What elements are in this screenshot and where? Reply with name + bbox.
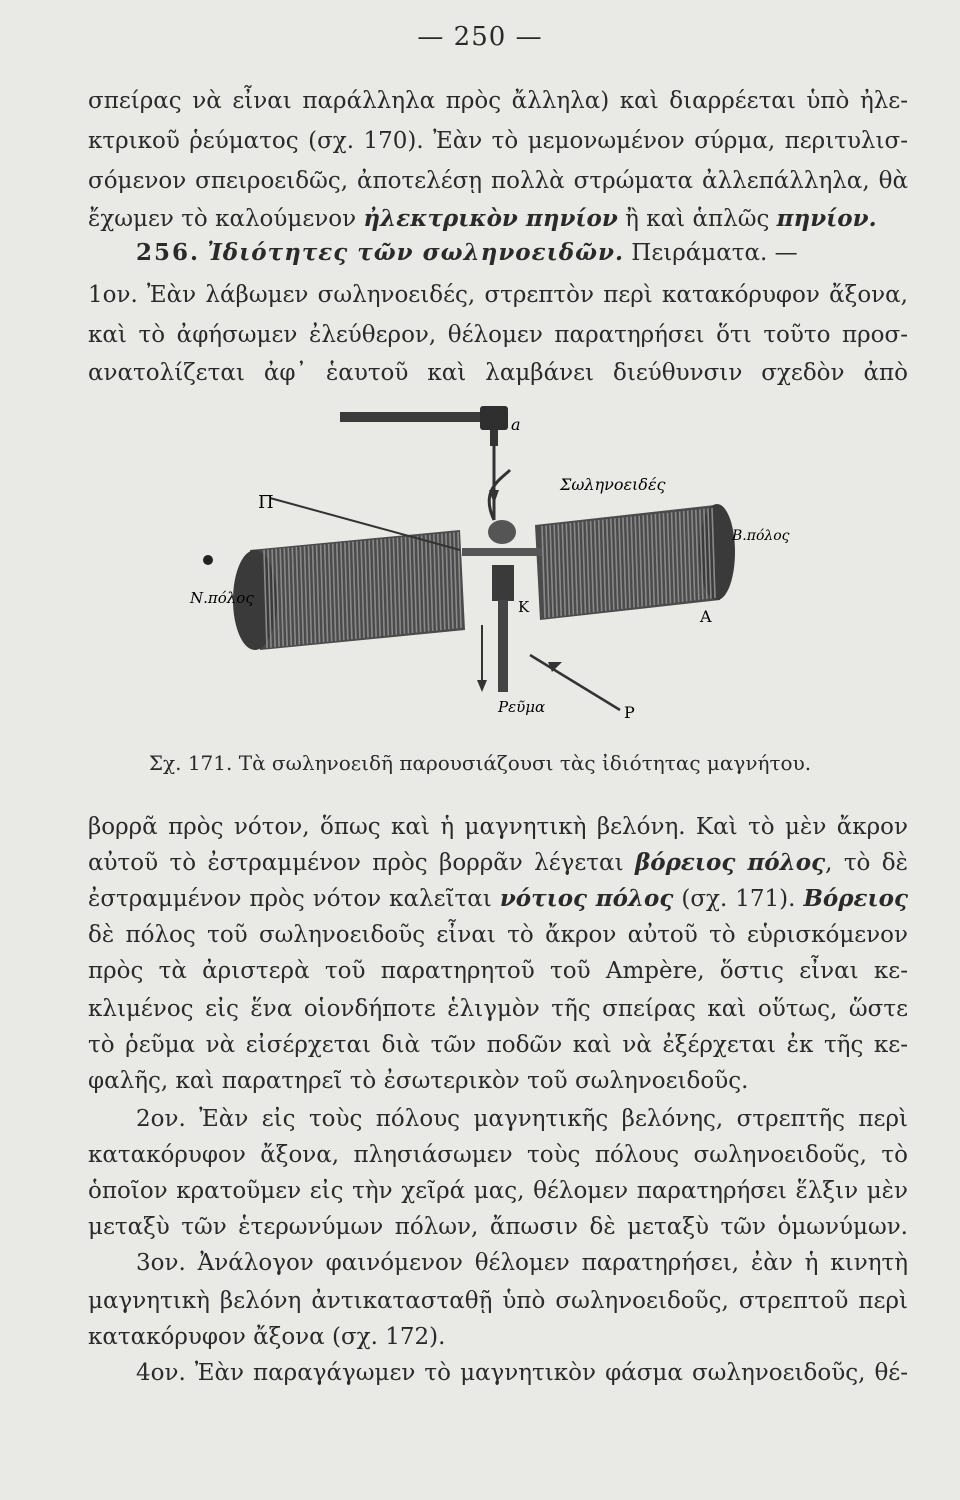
text-line: ἔχωμεν τὸ καλούμενον ἠλεκτρικὸν πηνίον ἢ καὶ ἁπλῶς πηνίον. <box>88 205 877 232</box>
text-line: βορρᾶ πρὸς νότον, ὅπως καὶ ἡ μαγνητικὴ βελόνη. Καὶ τὸ μὲν ἄκρον <box>88 814 908 840</box>
text-line: δὲ πόλος τοῦ σωληνοειδοῦς εἶναι τὸ ἄκρον αὐτοῦ τὸ εὑρισκόμενον <box>88 922 908 948</box>
text-line: 1ον. Ἐὰν λάβωμεν σωληνοειδές, στρεπτὸν περὶ κατακόρυφον ἄξονα, <box>88 282 908 308</box>
axle <box>462 548 542 556</box>
term-south-pole: νότιος πόλος <box>499 885 674 912</box>
term-north-pole: βόρειος πόλος <box>634 849 826 876</box>
label-north-pole: Ν.πόλος <box>190 589 254 607</box>
text-line: 4ον. Ἐὰν παραγάγωμεν τὸ μαγνητικὸν φάσμα σωληνοειδοῦς, θέ- <box>136 1360 908 1386</box>
text-line: πρὸς τὰ ἀριστερὰ τοῦ παρατηρητοῦ τοῦ Ampère, ὅστις εἶναι κε- <box>88 958 908 984</box>
label-pi: Π <box>258 492 274 513</box>
text-line: σπείρας νὰ εἶναι παράλληλα πρὸς ἄλληλα) καὶ διαρρέεται ὑπὸ ἠλε- <box>88 88 908 114</box>
text-line: σόμενον σπειροειδῶς, ἀποτελέσῃ πολλὰ στρώματα ἀλλεπάλληλα, θὰ <box>88 168 908 194</box>
support-rod <box>340 412 490 422</box>
mercury-cup <box>492 565 514 601</box>
label-south-pole: Β.πόλος <box>732 528 790 544</box>
text-line: ανατολίζεται ἀφ᾽ ἑαυτοῦ καὶ λαμβάνει διεύθυνσιν σχεδὸν ἀπὸ <box>88 360 908 386</box>
clamp <box>480 406 508 430</box>
vertical-post <box>498 600 508 692</box>
section-title: Ἰδιότητες τῶν σωληνοειδῶν. <box>207 239 624 266</box>
label-solenoid: Σωληνοειδές <box>560 475 666 494</box>
text-line: αὐτοῦ τὸ ἐστραμμένον πρὸς βορρᾶν λέγεται βόρειος πόλος, τὸ δὲ <box>88 849 908 876</box>
text-line: κατακόρυφον ἄξονα, πλησιάσωμεν τοὺς πόλους σωληνοειδοῦς, τὸ <box>88 1142 908 1168</box>
page-number: — 250 — <box>417 22 543 52</box>
label-k: Κ <box>518 598 530 616</box>
label-P: Ρ <box>624 703 635 722</box>
clamp-screw <box>490 430 498 446</box>
text-line: 2ον. Ἐὰν εἰς τοὺς πόλους μαγνητικῆς βελόνης, στρεπτῆς περὶ <box>136 1106 908 1132</box>
label-a: a <box>511 415 521 434</box>
label-current: Ρεῦμα <box>498 698 546 716</box>
text-line: κατακόρυφον ἄξονα (σχ. 172). <box>88 1324 446 1350</box>
text-line: καὶ τὸ ἀφήσωμεν ἐλεύθερον, θέλομεν παρατηρήσει ὅτι τοῦτο προσ- <box>88 322 908 348</box>
right-coil <box>535 504 735 620</box>
text-line: 3ον. Ἀνάλογον φαινόμενον θέλομεν παρατηρήσει, ἐὰν ἡ κινητὴ <box>136 1250 908 1276</box>
term-coil: πηνίον. <box>776 205 877 232</box>
section-number: 256. <box>136 239 201 266</box>
text-line: κτρικοῦ ῥεύματος (σχ. 170). Ἐὰν τὸ μεμονωμένον σύρμα, περιτυλισ- <box>88 128 908 154</box>
term-electric-coil: ἠλεκτρικὸν πηνίον <box>363 205 618 232</box>
text-line: τὸ ῥεῦμα νὰ εἰσέρχεται διὰ τῶν ποδῶν καὶ νὰ ἐξέρχεται ἐκ τῆς κε- <box>88 1032 908 1058</box>
text-line: μεταξὺ τῶν ἑτερωνύμων πόλων, ἄπωσιν δὲ μεταξὺ τῶν ὁμωνύμων. <box>88 1214 908 1240</box>
figure-caption: Σχ. 171. Τὰ σωληνοειδῆ παρουσιάζουσι τὰς ἰδιότητας μαγνήτου. <box>148 751 812 775</box>
label-A: Α <box>700 607 712 626</box>
section-heading: 256. Ἰδιότητες τῶν σωληνοειδῶν. Πειράματα. — <box>136 239 798 266</box>
text-line: μαγνητικὴ βελόνη ἀντικατασταθῇ ὑπὸ σωληνοειδοῦς, στρεπτοῦ περὶ <box>88 1288 908 1314</box>
text-line: ἐστραμμένον πρὸς νότον καλεῖται νότιος πόλος (σχ. 171). Βόρειος <box>88 885 908 912</box>
dot <box>203 555 213 565</box>
left-coil <box>233 530 465 650</box>
term-north: Βόρειος <box>803 885 908 912</box>
solenoid-figure <box>180 400 790 740</box>
pivot-cup <box>488 520 516 544</box>
text-line: ὁποῖον κρατοῦμεν εἰς τὴν χεῖρά μας, θέλομεν παρατηρήσει ἕλξιν μὲν <box>88 1178 908 1204</box>
text-line: φαλῆς, καὶ παρατηρεῖ τὸ ἐσωτερικὸν τοῦ σωληνοειδοῦς. <box>88 1068 749 1094</box>
text-line: κλιμένος εἰς ἕνα οἱονδήποτε ἑλιγμὸν τῆς σπείρας καὶ οὕτως, ὥστε <box>88 996 908 1022</box>
